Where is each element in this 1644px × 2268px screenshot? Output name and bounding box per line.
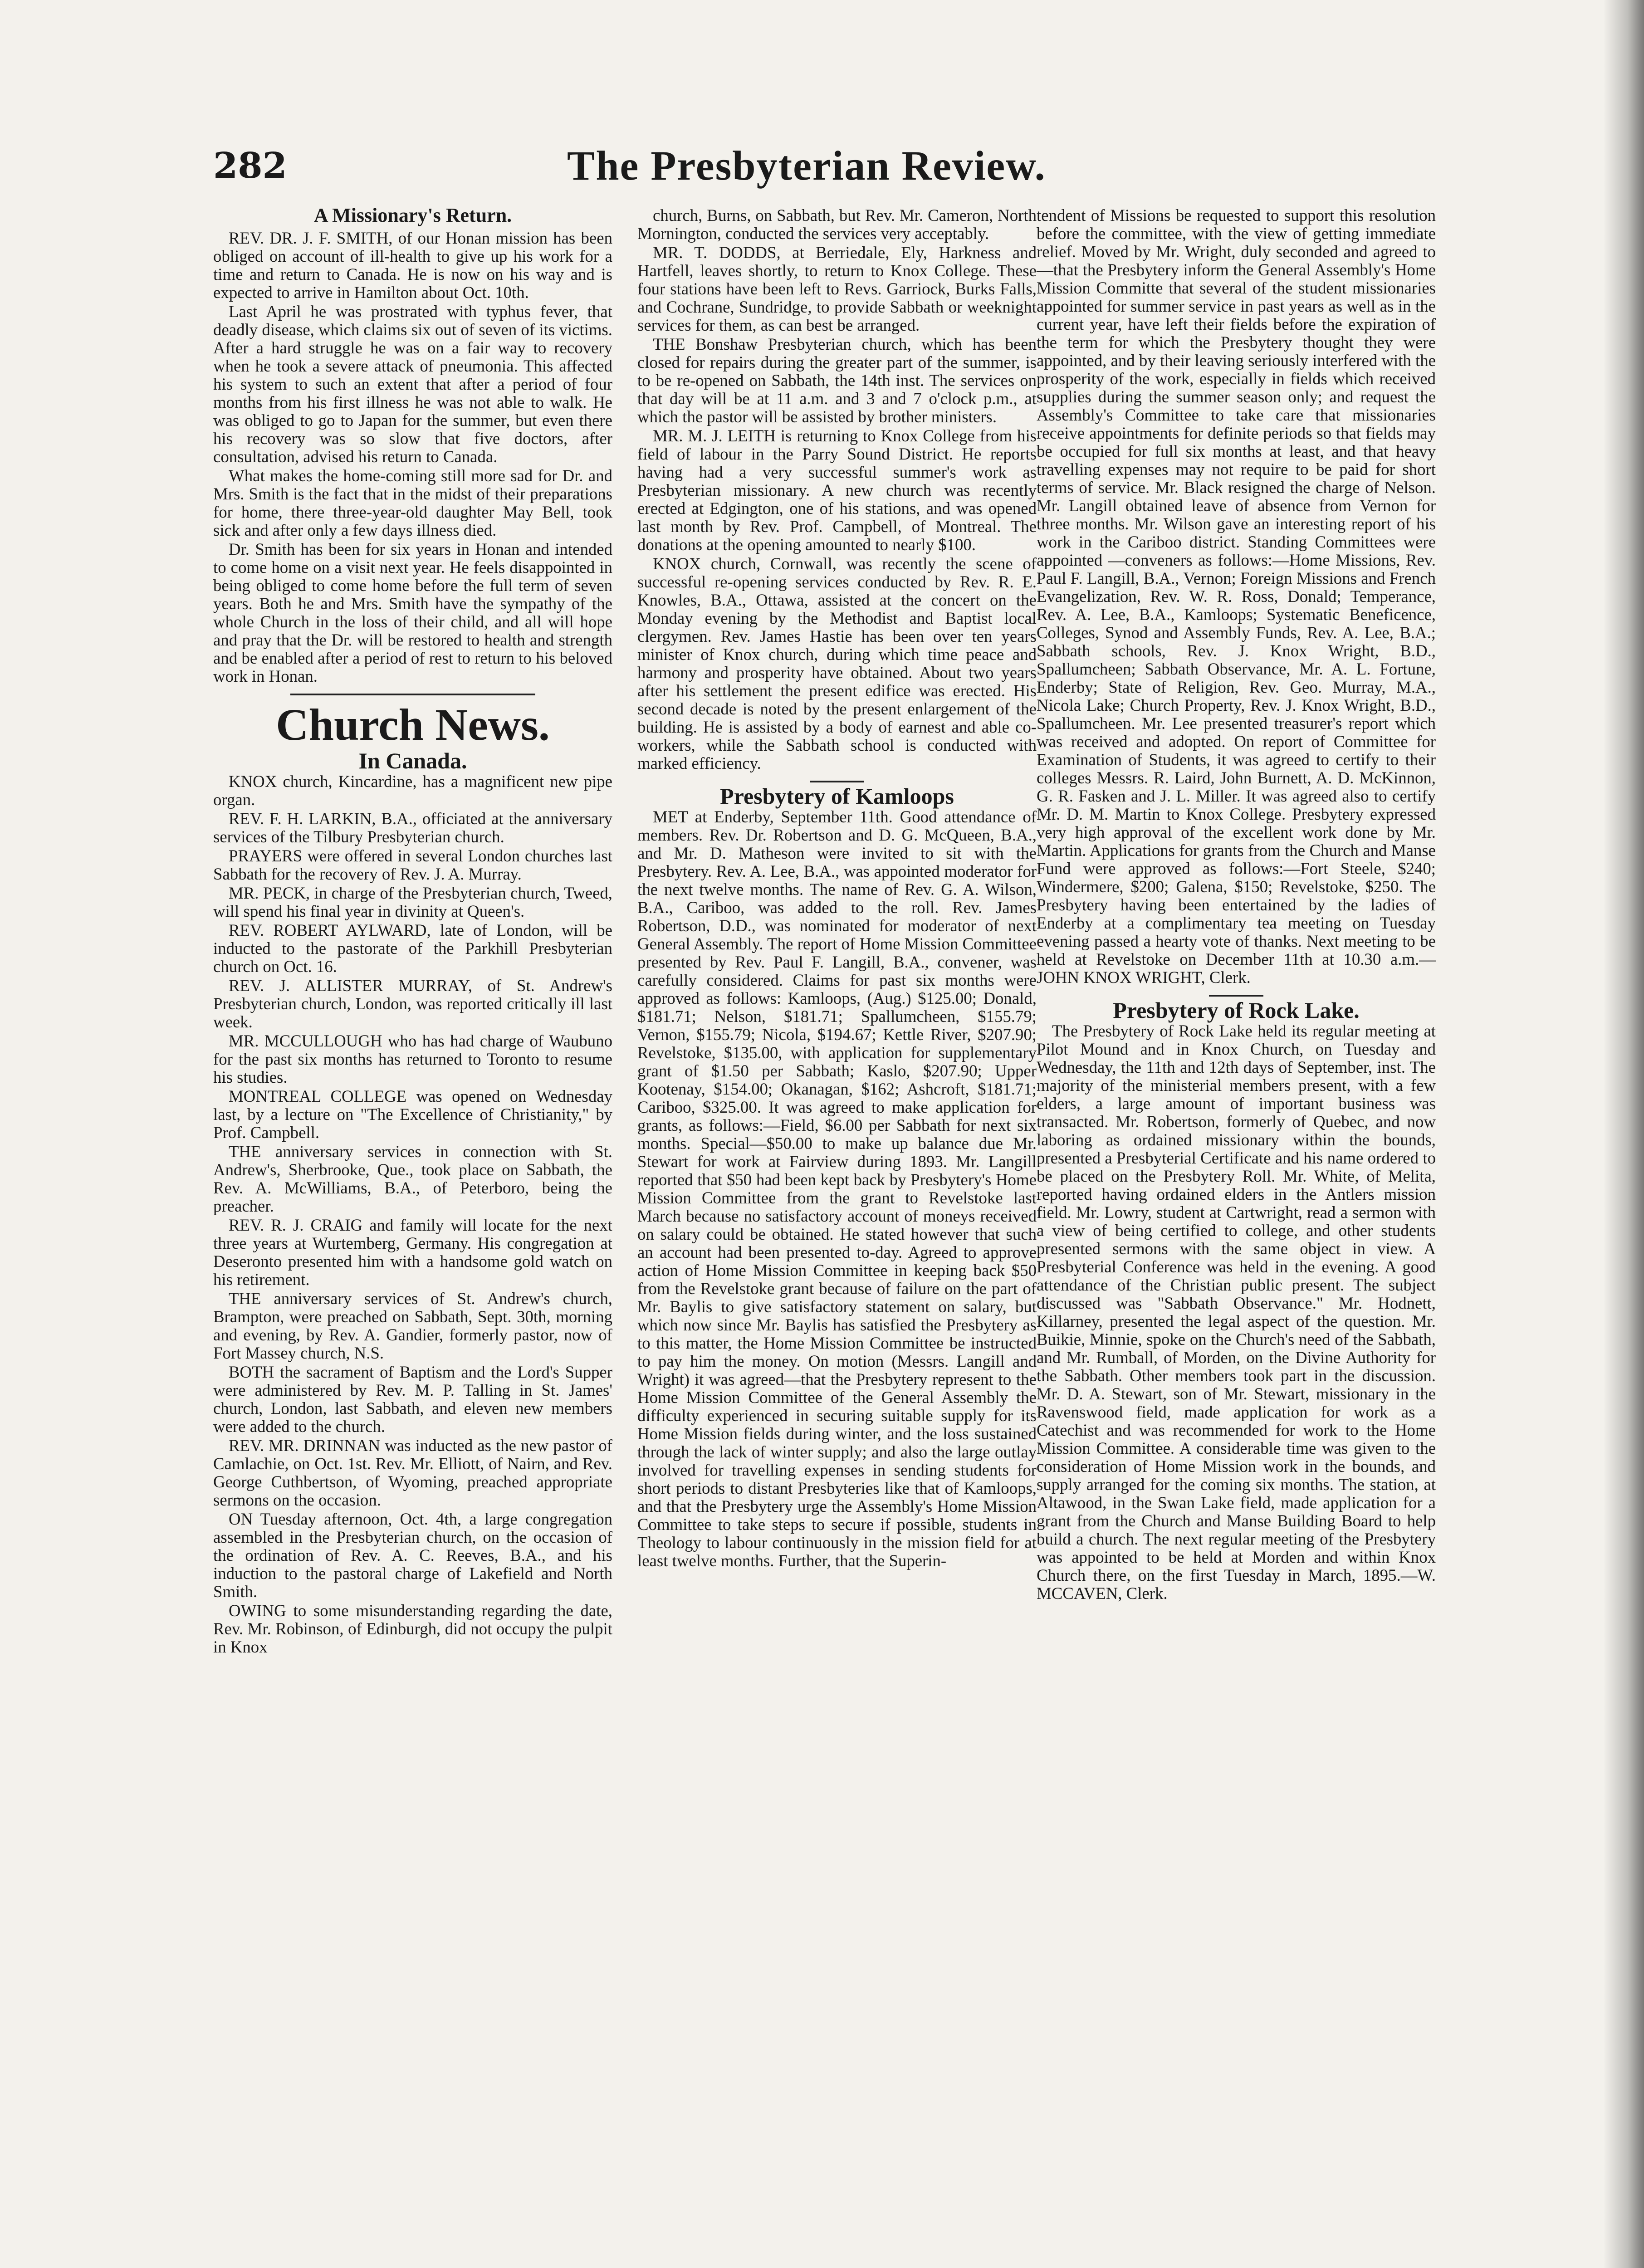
article-paragraph: REV. DR. J. F. SMITH, of our Honan mission has been obliged on account of ill-health to give up his work for a time and return to Canada. He is now on his way and is expected to arrive in Hamilton about Oct. 10th. <box>213 229 612 302</box>
page-edge-shadow <box>1603 0 1644 2268</box>
article-paragraph: MET at Enderby, September 11th. Good attendance of members. Rev. Dr. Robertson and D. G. McQueen, B.A., and Mr. D. Matheson were invited to sit with the Presbytery. Rev. A. Lee, B.A., was appointed moderator for the next twelve months. The name of Rev. G. A. Wilson, B.A., Cariboo, was added to the roll. Rev. James Robertson, D.D., was nominated for moderator of next General Assembly. The report of Home Mission Committee presented by Rev. Paul F. Langill, B.A., convener, was carefully considered. Claims for past six months were approved as follows: Kamloops, (Aug.) $125.00; Donald, $181.71; Nelson, $181.71; Spallumcheen, $155.79; Vernon, $155.79; Nicola, $194.67; Kettle River, $207.90; Revelstoke, $135.00, with application for supplementary grant of $1.50 per Sabbath; Kaslo, $207.90; Upper Kootenay, $154.00; Okanagan, $162; Ashcroft, $181.71; Cariboo, $325.00. It was agreed to make application for grants, as follows:—Field, $6.00 per Sabbath for next six months. Special—$50.00 to make up balance due Mr. Stewart for work at Fairview during 1893. Mr. Langill reported that $50 had been kept back by Presbytery's Home Mission Committee from the grant to Revelstoke last March because no satisfactory account of moneys received on salary could be obtained. He stated however that such an account had been presented to-day. Agreed to approve action of Home Mission Committee in keeping back $50 from the Revelstoke grant because of failure on the part of Mr. Baylis to give satisfactory statement on salary, but which now since Mr. Baylis has satisfied the Presbytery as to this matter, the Home Mission Committee be instructed to pay him the money. On motion (Messrs. Langill and Wright) it was agreed—that the Presbytery represent to the Home Mission Committee of the General Assembly the difficulty experienced in securing suitable supply for its Home Mission fields during winter, and the loss sustained through the lack of winter supply; and also the large outlay involved for travelling expenses in sending students for short periods to distant Presbyteries like that of Kamloops, and that the Presbytery urge the Assembly's Home Mission Committee to take steps to secure if possible, students in Theology to labour continuously in the mission field for at least twelve months. Further, that the Superin- <box>637 807 1037 1570</box>
news-item: ON Tuesday afternoon, Oct. 4th, a large congregation assembled in the Presbyterian church, on the occasion of the ordination of Rev. A. C. Reeves, B.A., and his induction to the pastoral charge of Lakefield and North Smith. <box>213 1510 612 1601</box>
in-canada-heading: In Canada. <box>358 748 467 773</box>
article-paragraph: tendent of Missions be requested to support this resolution before the committee, with the view of getting immediate relief. Moved by Mr. Wright, duly seconded and agreed to—that the Presbytery inform the General Assembly's Home Mission Committe that several of the student missionaries appointed for summer service in past years as well as in the current year, have left their fields before the expiration of the term for which the Presbytery thought they were appointed, and by their leaving seriously interfered with the prosperity of the work, especially in fields which received supplies during the summer season only; and request the Assembly's Committee to take care that missionaries receive appointments for definite periods so that fields may be occupied for full six months at least, and that heavy travelling expenses may not require to be paid for short terms of service. Mr. Black resigned the charge of Nelson. Mr. Langill obtained leave of absence from Vernon for three months. Mr. Wilson gave an interesting report of his work in the Cariboo district. Standing Committees were appointed —conveners as follows:—Home Missions, Rev. Paul F. Langill, B.A., Vernon; Foreign Missions and French Evangelization, Rev. W. R. Ross, Donald; Temperance, Rev. A. Lee, B.A., Kamloops; Systematic Beneficence, Colleges, Synod and Assembly Funds, Rev. A. Lee, B.A.; Sabbath schools, Rev. J. Knox Wright, B.D., Spallumcheen; Sabbath Observance, Mr. A. L. Fortune, Enderby; State of Religion, Rev. Geo. Murray, M.A., Nicola Lake; Church Property, Rev. J. Knox Wright, B.D., Spallumcheen. Mr. Lee presented treasurer's report which was received and adopted. On report of Committee for Examination of Students, it was agreed to certify to their colleges Messrs. R. Laird, John Burnett, A. D. McKinnon, G. R. Fasken and J. L. Miller. It was agreed also to certify Mr. D. M. Martin to Knox College. Presbytery expressed very high approval of the excellent work done by Mr. Martin. Applications for grants from the Church and Manse Fund were approved as follows:—Fort Steele, $240; Windermere, $200; Galena, $150; Revelstoke, $250. The Presbytery having been entertained by the ladies of Enderby at a complimentary tea meeting on Tuesday evening passed a hearty vote of thanks. Next meeting to be held at Revelstoke on December 11th at 10.30 a.m.—JOHN KNOX WRIGHT, Clerk. <box>1037 206 1436 987</box>
article-paragraph: Last April he was prostrated with typhus fever, that deadly disease, which claims six out of seven of its victims. After a hard struggle he was on a fair way to recovery when he took a severe attack of pneumonia. This affected his system to such an extent that after a period of four months from his first illness he was not able to walk. He was obliged to go to Japan for the summer, but even there his recovery was so slow that five doctors, after consultation, advised his return to Canada. <box>213 302 612 466</box>
page-number: 282 <box>213 145 287 186</box>
column-2 <box>637 206 1037 1571</box>
news-item: KNOX church, Cornwall, was recently the scene of successful re-opening services conducted by Rev. R. E. Knowles, B.A., Ottawa, assisted at the concert on the Monday evening by the Methodist and Baptist local clergymen. Rev. James Hastie has been over ten years minister of Knox church, during which time peace and harmony and prosperity have obtained. About two years after his settlement the present edifice was erected. His second decade is noted by the present enlargement of the building. He is assisted by a body of earnest and able co-workers, while the Sabbath school is conducted with marked efficiency. <box>637 554 1037 772</box>
news-item: MR. PECK, in charge of the Presbyterian church, Tweed, will spend his final year in divinity at Queen's. <box>213 884 612 920</box>
news-item: REV. J. ALLISTER MURRAY, of St. Andrew's Presbyterian church, London, was reported critically ill last week. <box>213 976 612 1031</box>
news-item: PRAYERS were offered in several London churches last Sabbath for the recovery of Rev. J. A. Murray. <box>213 846 612 883</box>
news-item: REV. R. J. CRAIG and family will locate for the next three years at Wurtemberg, Germany. His congregation at Deseronto presented him with a handsome gold watch on his retirement. <box>213 1216 612 1289</box>
column-3 <box>1037 206 1436 1603</box>
masthead-title: The Presbyterian Review. <box>567 142 1046 189</box>
kamloops-heading: Presbytery of Kamloops <box>720 783 954 809</box>
news-item: MONTREAL COLLEGE was opened on Wednesday last, by a lecture on "The Excellence of Christianity," by Prof. Campbell. <box>213 1087 612 1142</box>
church-news-heading: Church News. <box>276 699 550 750</box>
rock-lake-heading: Presbytery of Rock Lake. <box>1113 997 1360 1023</box>
section-divider <box>1209 995 1263 997</box>
missionary-return-heading: A Missionary's Return. <box>313 204 512 226</box>
news-item: OWING to some misunderstanding regarding the date, Rev. Mr. Robinson, of Edinburgh, did not occupy the pulpit in Knox <box>213 1601 612 1656</box>
section-divider <box>810 781 864 782</box>
news-item: THE anniversary services in connection with St. Andrew's, Sherbrooke, Que., took place on Sabbath, the Rev. A. McWilliams, B.A., of Peterboro, being the preacher. <box>213 1142 612 1215</box>
column-1 <box>213 206 612 1657</box>
news-item: THE anniversary services of St. Andrew's church, Brampton, were preached on Sabbath, Sept. 30th, morning and evening, by Rev. A. Gandier, formerly pastor, now of Fort Massey church, N.S. <box>213 1289 612 1362</box>
news-item: MR. MCCULLOUGH who has had charge of Waubuno for the past six months has returned to Toronto to resume his studies. <box>213 1031 612 1086</box>
news-item: church, Burns, on Sabbath, but Rev. Mr. Cameron, North Mornington, conducted the services very acceptably. <box>637 206 1037 243</box>
page-header <box>213 142 1461 204</box>
article-paragraph: What makes the home-coming still more sad for Dr. and Mrs. Smith is the fact that in the midst of their preparations for home, there three-year-old daughter May Bell, took sick and after only a few days illness died. <box>213 466 612 539</box>
news-item: BOTH the sacrament of Baptism and the Lord's Supper were administered by Rev. M. P. Talling in St. James' church, London, last Sabbath, and eleven new members were added to the church. <box>213 1363 612 1436</box>
news-item: MR. M. J. LEITH is returning to Knox College from his field of labour in the Parry Sound District. He reports having had a very successful summer's work as Presbyterian missionary. A new church was recently erected at Edgington, one of his stations, and was opened last month by Rev. Prof. Campbell, of Montreal. The donations at the opening amounted to nearly $100. <box>637 426 1037 554</box>
news-item: THE Bonshaw Presbyterian church, which has been closed for repairs during the greater part of the summer, is to be re-opened on Sabbath, the 14th inst. The services on that day will be at 11 a.m. and 3 and 7 o'clock p.m., at which the pastor will be assisted by brother ministers. <box>637 335 1037 426</box>
article-paragraph: The Presbytery of Rock Lake held its regular meeting at Pilot Mound and in Knox Church, on Tuesday and Wednesday, the 11th and 12th days of September, inst. The majority of the ministerial members present, with a few elders, a large amount of important business was transacted. Mr. Robertson, formerly of Quebec, and now laboring as ordained missionary within the bounds, presented a Presbyterial Certificate and his name ordered to be placed on the Presbytery Roll. Mr. White, of Melita, reported having ordained elders in the Antlers mission field. Mr. Lowry, student at Cartwright, read a sermon with a view of being certified to college, and other students presented sermons with the same object in view. A Presbyterial Conference was held in the evening. A good attendance of the Christian public present. The subject discussed was "Sabbath Observance." Mr. Hodnett, Killarney, presented the legal aspect of the question. Mr. Buikie, Minnie, spoke on the Church's need of the Sabbath, and Mr. Rumball, of Morden, on the Divine Authority for the Sabbath. Other members took part in the discussion. Mr. D. A. Stewart, son of Mr. Stewart, missionary in the Ravenswood field, made application for work as a Catechist and was recommended for work to the Home Mission Committee. A considerable time was given to the consideration of Home Mission work in the bounds, and supply arranged for the coming six months. The station, at Altawood, in the Swan Lake field, made application for a grant from the Church and Manse Building Board to help build a church. The next regular meeting of the Presbytery was appointed to be held at Morden and within Knox Church there, on the first Tuesday in March, 1895.—W. MCCAVEN, Clerk. <box>1037 1022 1436 1603</box>
news-item: MR. T. DODDS, at Berriedale, Ely, Harkness and Hartfell, leaves shortly, to return to Knox College. These four stations have been left to Revs. Garriock, Burks Falls, and Cochrane, Sundridge, to provide Sabbath or weeknight services for them, as can best be arranged. <box>637 243 1037 334</box>
article-paragraph: Dr. Smith has been for six years in Honan and intended to come home on a visit next year. He feels disappointed in being obliged to come home before the full term of seven years. Both he and Mrs. Smith have the sympathy of the whole Church in the loss of their child, and all will hope and pray that the Dr. will be restored to health and strength and be enabled after a period of rest to return to his beloved work in Honan. <box>213 540 612 685</box>
news-item: KNOX church, Kincardine, has a magnificent new pipe organ. <box>213 772 612 809</box>
news-item: REV. F. H. LARKIN, B.A., officiated at the anniversary services of the Tilbury Presbyterian church. <box>213 809 612 846</box>
news-item: REV. MR. DRINNAN was inducted as the new pastor of Camlachie, on Oct. 1st. Rev. Mr. Elliott, of Nairn, and Rev. George Cuthbertson, of Wyoming, preached appropriate sermons on the occasion. <box>213 1436 612 1509</box>
section-divider <box>290 694 535 695</box>
news-item: REV. ROBERT AYLWARD, late of London, will be inducted to the pastorate of the Parkhill Presbyterian church on Oct. 16. <box>213 921 612 976</box>
